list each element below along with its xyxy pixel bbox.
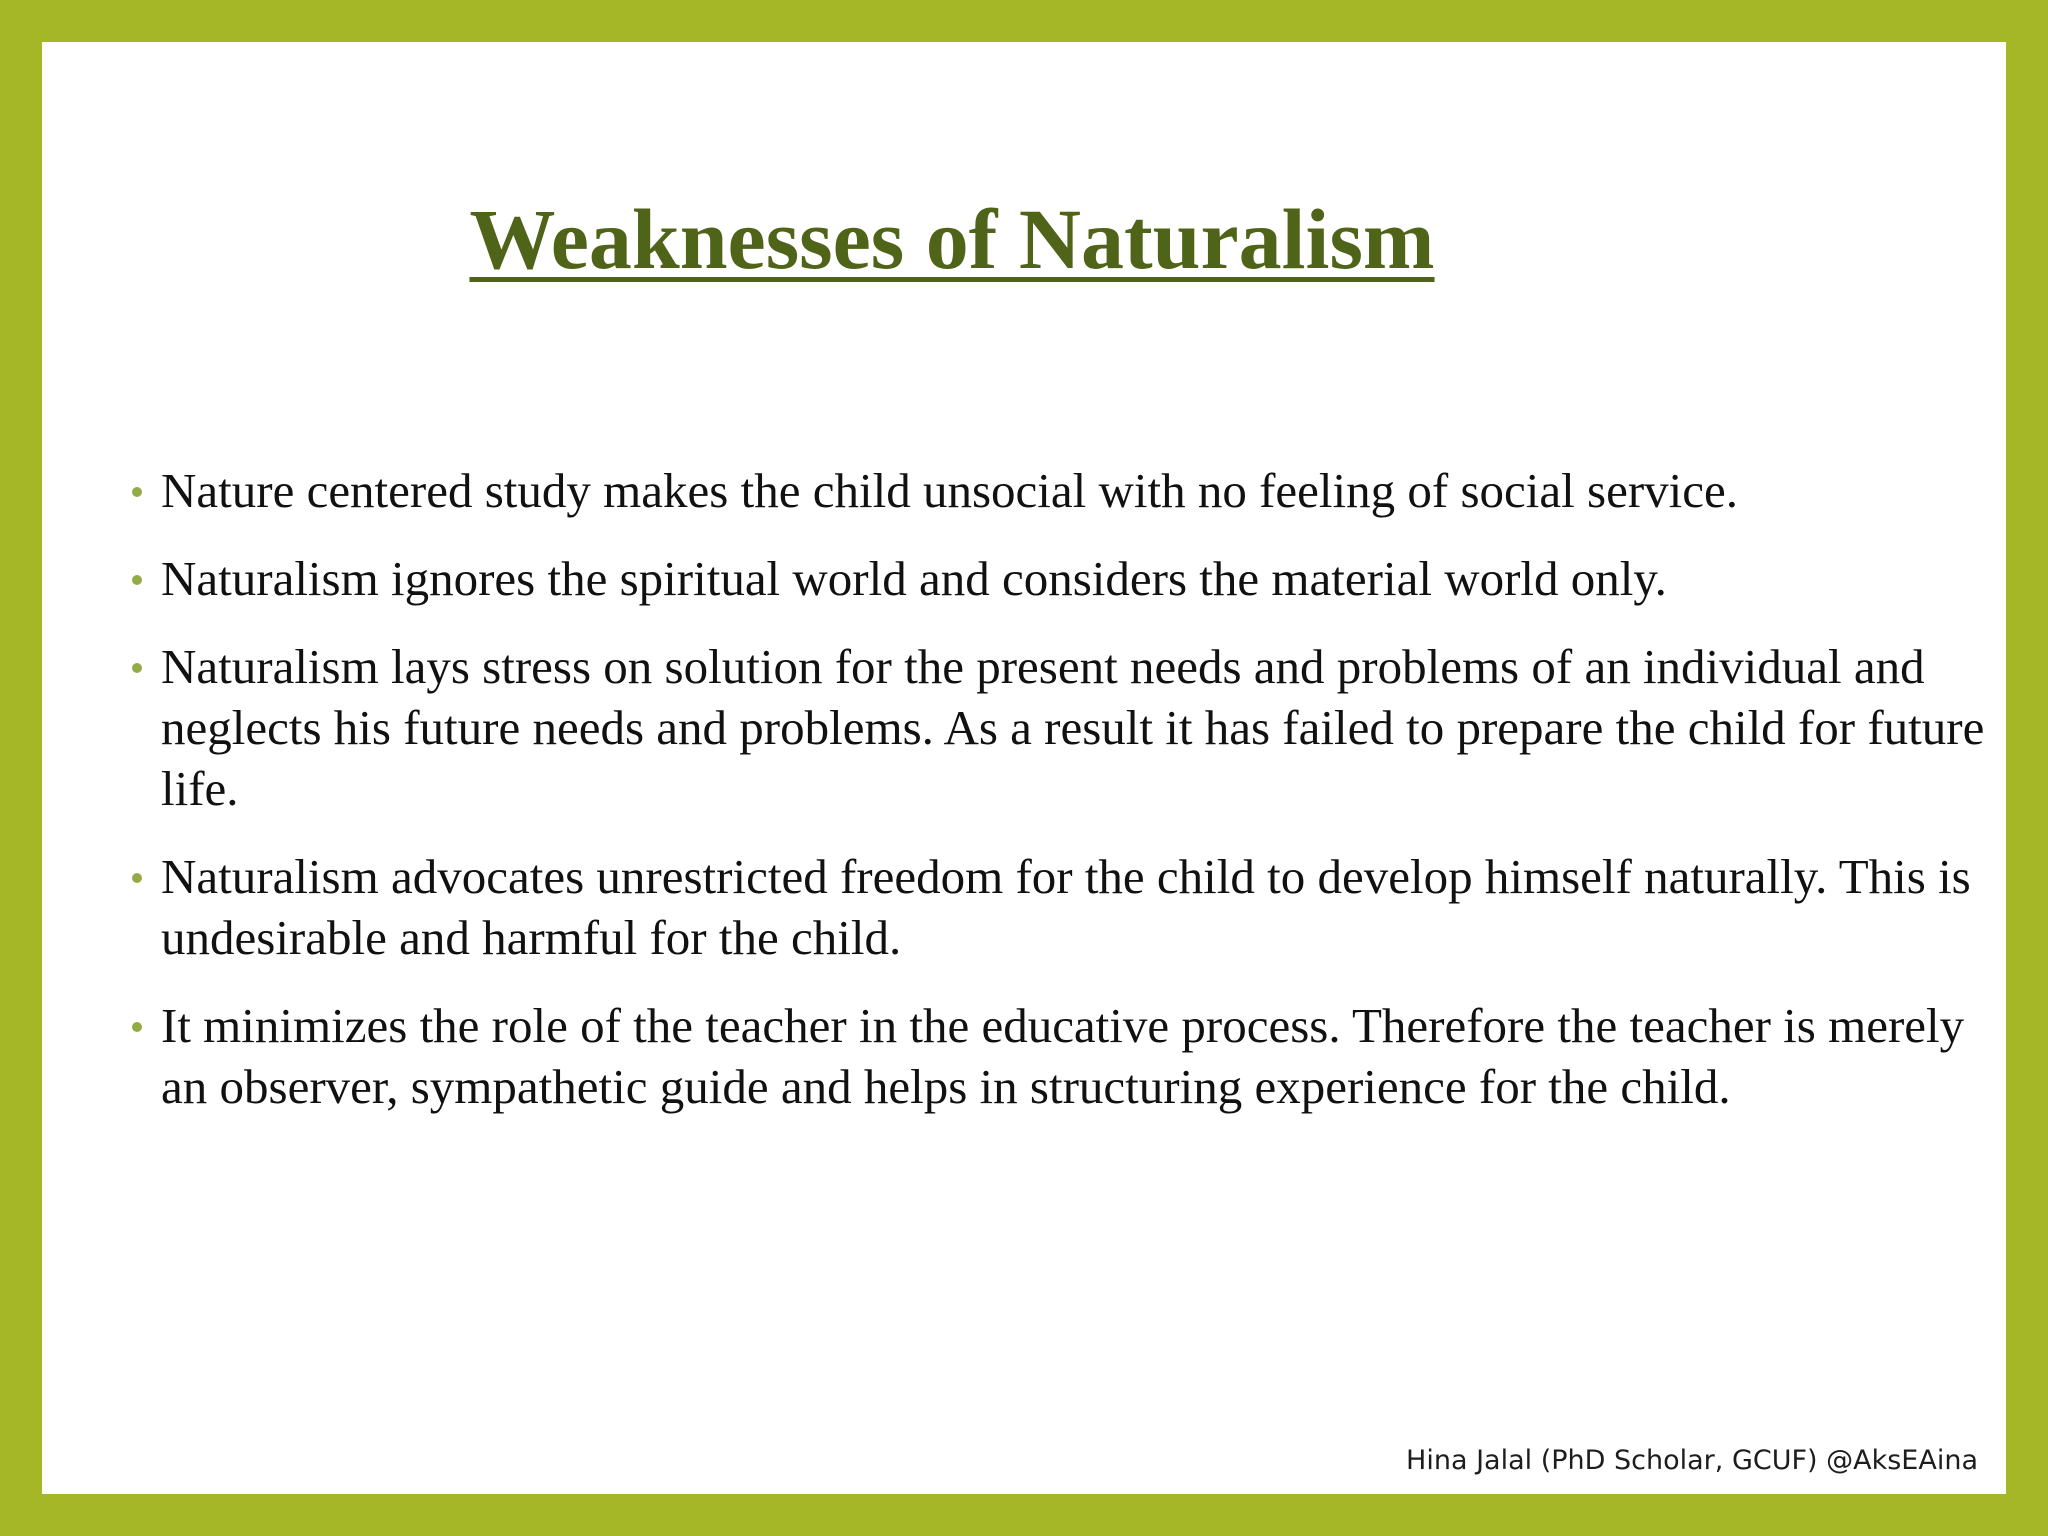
bullet-text: Nature centered study makes the child unsocial with no feeling of social service. (161, 463, 1738, 518)
slide-title-text: Weaknesses of Naturalism (469, 191, 1435, 287)
bullet-dot-icon (132, 575, 142, 585)
bullet-item (118, 636, 1988, 819)
bullet-item (118, 846, 1988, 968)
bullet-dot-icon (132, 663, 142, 673)
bullet-text: Naturalism advocates unrestricted freedom for the child to develop himself naturally. This is undesirable and harmful for the child. (161, 849, 1971, 965)
bullet-dot-icon (132, 487, 142, 497)
slide-title (42, 192, 1862, 287)
bullet-item (118, 995, 1988, 1117)
bullet-text: Naturalism lays stress on solution for the present needs and problems of an individual and neglects his future needs and problems. As a result it has failed to prepare the child for future life. (161, 639, 1985, 816)
bullet-list (118, 460, 1988, 1144)
bullet-text: Naturalism ignores the spiritual world and considers the material world only. (161, 551, 1667, 606)
bullet-item (118, 460, 1988, 521)
bullet-text: It minimizes the role of the teacher in the educative process. Therefore the teacher is merely an observer, sympathetic guide and helps in structuring experience for the child. (161, 998, 1965, 1114)
author-credit: Hina Jalal (PhD Scholar, GCUF) @AksEAina (1406, 1445, 1978, 1476)
bullet-item (118, 548, 1988, 609)
bullet-dot-icon (132, 1022, 142, 1032)
slide (42, 42, 2006, 1494)
bullet-dot-icon (132, 873, 142, 883)
